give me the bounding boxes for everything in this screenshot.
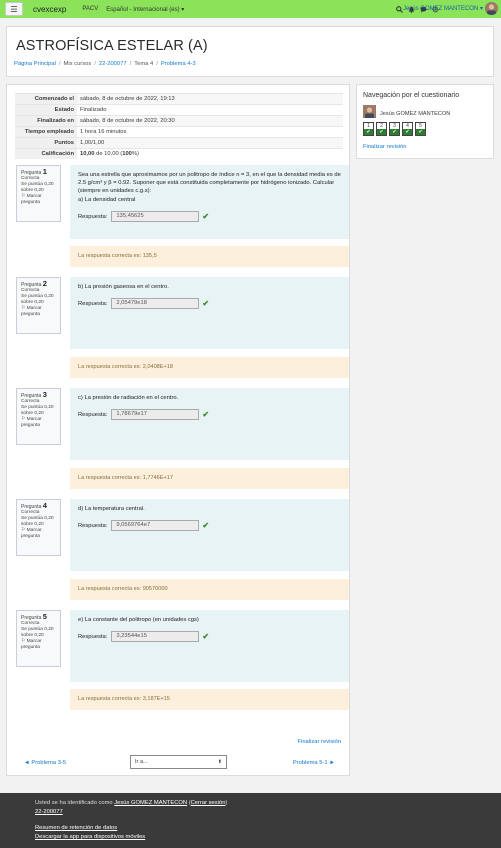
question-info-5: Pregunta 5 Correcta Se puntúa 0,20 sobre 0,20 ⚐ Marcar pregunta: [16, 610, 61, 667]
language-selector[interactable]: Español - Internacional (es) ▾: [106, 6, 185, 13]
search-icon[interactable]: [396, 6, 403, 13]
flag-icon: ⚐: [21, 194, 26, 199]
correct-answer-feedback-4: La respuesta correcta es: 90570000: [70, 579, 349, 600]
question-subtext: e) La constante del politropo (en unidades cgs): [78, 617, 199, 623]
summary-row: Finalizado en sábado, 8 de octubre de 2022, 20:30: [15, 116, 343, 127]
attempt-summary-table: [15, 93, 343, 159]
flag-question-button[interactable]: ⚐ Marcar pregunta: [21, 528, 42, 539]
previous-activity-link[interactable]: ◄ Problema 3-5: [24, 760, 67, 766]
logout-link[interactable]: Cerrar sesión: [190, 800, 226, 806]
question-nav-button-3[interactable]: 3 ✔: [389, 122, 400, 136]
flag-question-button[interactable]: ⚐ Marcar pregunta: [21, 194, 42, 205]
check-icon: ✔: [416, 129, 425, 135]
flag-icon: ⚐: [21, 528, 26, 533]
flag-question-button[interactable]: ⚐ Marcar pregunta: [21, 639, 42, 650]
correct-answer-feedback-1: La respuesta correcta es: 135,5: [70, 246, 349, 267]
correct-answer-feedback-5: La respuesta correcta es: 3,187E+15: [70, 689, 349, 710]
question-subtext: c) La presión de radiación en el centro.: [78, 395, 179, 401]
breadcrumb-home[interactable]: Página Principal: [14, 61, 56, 67]
question-text: Sea una estrella que aproximamos por un politropo de índice n = 3, en el que la densidad media es de 2.5 g/cm³ y β = 0.92. Suponer que está constituida completamente por hidrógeno ionizado. Calcular (siempre en unidades c.g.s):: [78, 172, 341, 194]
login-info: Usted se ha identificado como Jesús GOMEZ MANTECON (Cerrar sesión): [35, 800, 228, 806]
menu-toggle-button[interactable]: [5, 2, 23, 16]
question-nav-button-1[interactable]: 1 ✔: [363, 122, 374, 136]
finish-review-link[interactable]: Finalizar revisión: [363, 144, 407, 150]
answer-field[interactable]: 9,0569764e7: [111, 520, 199, 531]
page-header: [6, 26, 494, 77]
check-icon: ✔: [364, 129, 373, 135]
flag-icon: ⚐: [21, 417, 26, 422]
question-info-4: Pregunta 4 Correcta Se puntúa 0,20 sobre 0,20 ⚐ Marcar pregunta: [16, 499, 61, 556]
user-menu-name[interactable]: Jesús GOMEZ MANTECON ▾: [402, 6, 483, 12]
summary-row: Puntos 1,00/1,00: [15, 138, 343, 149]
answer-field[interactable]: 2,05479e18: [111, 298, 199, 309]
user-avatar: [363, 105, 376, 118]
question-content-5: e) La constante del politropo (en unidades cgs) Respuesta: 3,23544e15 ✔: [70, 610, 349, 682]
question-content-4: d) La temperatura central. Respuesta: 9,0569764e7 ✔: [70, 499, 349, 571]
page-footer: [0, 793, 501, 848]
correct-check-icon: ✔: [202, 298, 210, 308]
correct-check-icon: ✔: [202, 631, 210, 641]
flag-question-button[interactable]: ⚐ Marcar pregunta: [21, 306, 42, 317]
question-content-2: b) La presión gaseosa en el centro. Respuesta: 2,05479e18 ✔: [70, 277, 349, 349]
finish-review-link[interactable]: Finalizar revisión: [297, 739, 341, 745]
correct-check-icon: ✔: [202, 211, 210, 221]
flag-icon: ⚐: [21, 639, 26, 644]
user-avatar[interactable]: [485, 2, 498, 15]
grade-value: 10,00 de 10,00 (100%): [77, 149, 343, 160]
top-navbar: [0, 0, 501, 18]
hamburger-icon: ☰: [10, 4, 18, 14]
question-buttons: [363, 122, 426, 136]
answer-field[interactable]: 3,23544e15: [111, 631, 199, 642]
check-icon: ✔: [390, 129, 399, 135]
question-subtext: d) La temperatura central.: [78, 506, 145, 512]
question-nav-button-5[interactable]: 5 ✔: [415, 122, 426, 136]
summary-row: Comenzado el sábado, 8 de octubre de 2022, 19:13: [15, 94, 343, 105]
course-link[interactable]: 22-200077: [35, 809, 63, 815]
breadcrumb-course[interactable]: 22-200077: [98, 61, 127, 67]
quiz-navigation-block: [356, 84, 494, 159]
next-activity-link[interactable]: Problema 5-1 ►: [292, 760, 335, 766]
question-status: Correcta: [21, 621, 40, 626]
breadcrumb-section: Tema 4: [134, 61, 154, 67]
profile-link[interactable]: Jesús GOMEZ MANTECON: [114, 800, 188, 806]
data-retention-link[interactable]: Resumen de retención de datos: [35, 825, 118, 831]
question-content-3: c) La presión de radiación en el centro. Respuesta: 1,78679e17 ✔: [70, 388, 349, 460]
breadcrumb-quiz[interactable]: Problema 4-3: [160, 61, 196, 67]
summary-row: Tiempo empleado 1 hora 16 minutos: [15, 127, 343, 138]
question-info-2: Pregunta 2 Correcta Se puntúa 0,20 sobre 0,20 ⚐ Marcar pregunta: [16, 277, 61, 334]
user-name: Jesús GOMEZ MANTECON: [380, 111, 451, 117]
question-info-3: Pregunta 3 Correcta Se puntúa 0,20 sobre 0,20 ⚐ Marcar pregunta: [16, 388, 61, 445]
summary-row: Calificación 10,00 de 10,00 (100%): [15, 149, 343, 160]
correct-check-icon: ✔: [202, 520, 210, 530]
question-subtext: a) La densidad central: [78, 197, 136, 203]
mobile-app-link[interactable]: Descargar la app para dispositivos móviles: [35, 834, 146, 840]
correct-answer-feedback-2: La respuesta correcta es: 2,0408E+18: [70, 357, 349, 378]
question-status: Correcta: [21, 176, 40, 181]
answer-field[interactable]: 1,78679e17: [111, 409, 199, 420]
site-brand[interactable]: cvexcexp: [33, 4, 67, 14]
check-icon: ✔: [377, 129, 386, 135]
question-content-1: Sea una estrella que aproximamos por un politropo de índice n = 3, en el que la densidad media es de 2.5 g/cm³ y β = 0.92. Suponer que está constituida completamente por hidrógeno ionizado. Calcular (siempre en unidades c.g.s): a) La densidad central Respuesta: 135,45625 ✔: [70, 165, 349, 239]
breadcrumb-my-courses: Mis cursos: [63, 61, 92, 67]
question-info-1: Pregunta 1 Correcta Se puntúa 0,20 sobre 0,20 ⚐ Marcar pregunta: [16, 165, 61, 222]
breadcrumb: Página Principal / Mis cursos / 22-200077 / Tema 4 / Problema 4-3: [14, 61, 196, 67]
summary-row: Estado Finalizado: [15, 105, 343, 116]
jump-to-select[interactable]: Ir a... ⬍: [130, 755, 227, 769]
question-subtext: b) La presión gaseosa en el centro.: [78, 284, 169, 290]
check-icon: ✔: [403, 129, 412, 135]
flag-icon: ⚐: [21, 306, 26, 311]
question-status: Correcta: [21, 399, 40, 404]
flag-question-button[interactable]: ⚐ Marcar pregunta: [21, 417, 42, 428]
page-title: ASTROFÍSICA ESTELAR (A): [16, 38, 208, 54]
question-status: Correcta: [21, 510, 40, 515]
answer-field[interactable]: 135,45625: [111, 211, 199, 222]
quiz-navigation-title: Navegación por el cuestionario: [363, 92, 460, 99]
question-nav-button-4[interactable]: 4 ✔: [402, 122, 413, 136]
question-nav-button-2[interactable]: 2 ✔: [376, 122, 387, 136]
nav-link-pacv[interactable]: PACV: [82, 6, 99, 12]
correct-check-icon: ✔: [202, 409, 210, 419]
correct-answer-feedback-3: La respuesta correcta es: 1,7746E+17: [70, 468, 349, 489]
select-arrows-icon: ⬍: [217, 759, 222, 765]
question-status: Correcta: [21, 288, 40, 293]
main-content: [6, 84, 350, 776]
